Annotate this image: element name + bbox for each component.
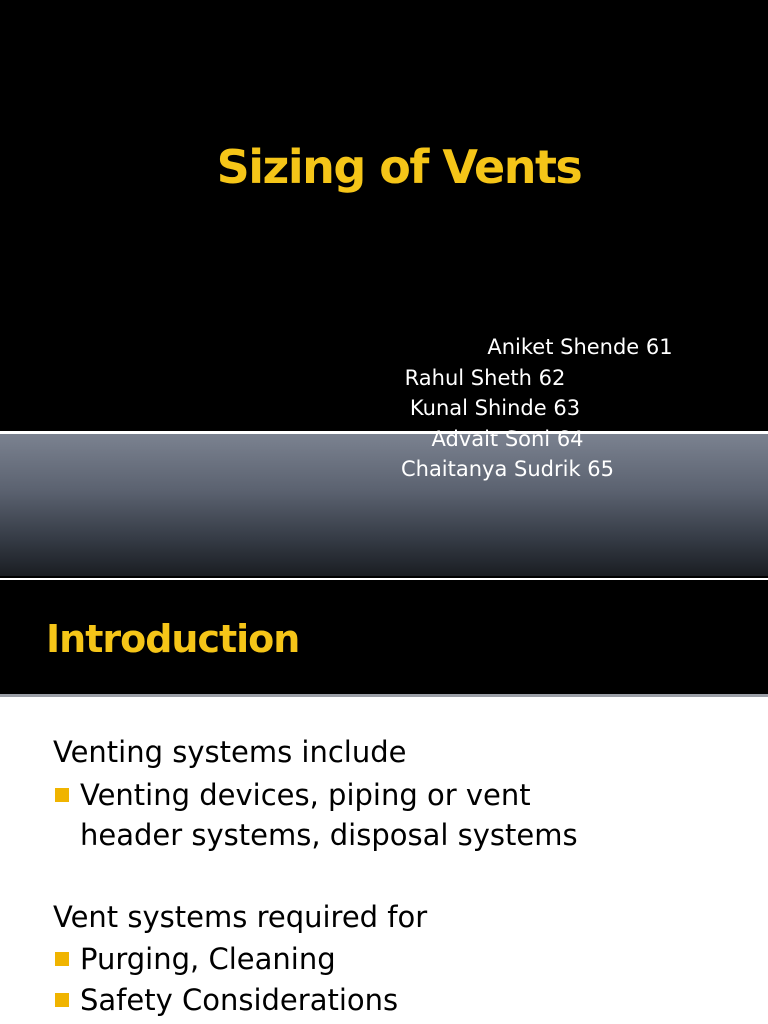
bullet-item bbox=[55, 775, 578, 855]
bullet-text: Purging, Cleaning bbox=[80, 942, 336, 976]
author-item: Chaitanya Sudrik 65 bbox=[400, 457, 615, 481]
bullet-text: Venting devices, piping or vent bbox=[80, 778, 531, 812]
author-item: Kunal Shinde 63 bbox=[409, 396, 581, 420]
bullet-item bbox=[55, 939, 336, 979]
slide-heading: Introduction bbox=[46, 617, 300, 661]
author-item: Aniket Shende 61 bbox=[487, 335, 673, 359]
paragraph-required: Vent systems required for bbox=[53, 900, 428, 934]
author-item: Advait Soni 64 bbox=[431, 426, 584, 451]
square-bullet-icon bbox=[55, 788, 69, 802]
author-item: Rahul Sheth 62 bbox=[404, 365, 566, 390]
square-bullet-icon bbox=[55, 993, 69, 1007]
bullet-text: Safety Considerations bbox=[80, 983, 399, 1017]
slide-title: Sizing of Vents bbox=[216, 140, 582, 194]
slide-body bbox=[0, 697, 768, 1024]
bullet-text-continued: header systems, disposal systems bbox=[80, 818, 578, 852]
bullet-item bbox=[55, 980, 398, 1020]
paragraph-venting: Venting systems include bbox=[53, 735, 407, 769]
author-list bbox=[330, 332, 730, 485]
square-bullet-icon bbox=[55, 952, 69, 966]
